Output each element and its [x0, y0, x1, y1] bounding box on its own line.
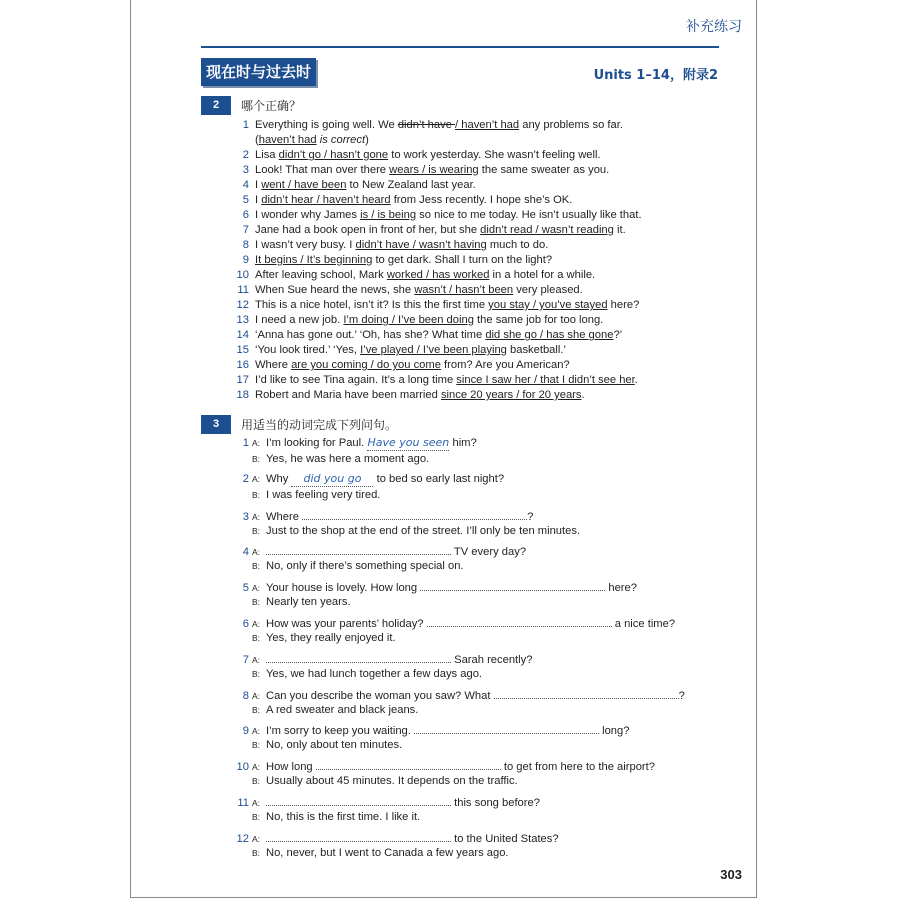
- speaker-b: B:: [252, 847, 261, 858]
- speaker-a: A:: [252, 833, 261, 844]
- dialogue-line-b: [231, 846, 509, 860]
- item-number: 2: [242, 472, 249, 485]
- exercise-2-item: [231, 388, 731, 402]
- item-text: I: [255, 179, 262, 191]
- reply-text: A red sweater and black jeans.: [266, 703, 419, 716]
- question-text: a nice time?: [611, 618, 676, 630]
- speaker-a: A:: [252, 619, 261, 629]
- item-text: basketball.’: [506, 344, 566, 356]
- dialogue-line-a: [231, 758, 655, 774]
- item-number: 11: [237, 284, 249, 296]
- question-text: Why: [266, 472, 292, 485]
- question-text: I’m looking for Paul.: [266, 437, 368, 449]
- question-text: Sarah recently?: [451, 653, 533, 666]
- speaker-b: B:: [252, 812, 261, 822]
- note-correct: is correct: [319, 134, 366, 146]
- item-1-note: [255, 133, 369, 147]
- answer-choices[interactable]: worked / has worked: [386, 269, 490, 281]
- item-number: 12: [236, 299, 249, 311]
- book-page: [130, 0, 757, 898]
- answer-choices[interactable]: did she go / has she gone: [485, 329, 614, 341]
- dialogue-line-b: [231, 810, 420, 824]
- question-text: to the United States?: [451, 832, 559, 845]
- answer-choices[interactable]: didn’t go / hasn’t gone: [278, 149, 389, 161]
- question-text: How long: [266, 761, 316, 774]
- speaker-a: A:: [252, 583, 261, 594]
- item-number: 6: [242, 209, 249, 221]
- answer-blank[interactable]: [427, 615, 612, 627]
- speaker-a: A:: [252, 798, 261, 808]
- answer-choices[interactable]: since 20 years / for 20 years: [440, 389, 582, 401]
- question-text: him?: [449, 437, 477, 449]
- answer-choices[interactable]: It begins / It’s beginning: [255, 254, 373, 266]
- item-text: in a hotel for a while.: [489, 269, 596, 281]
- item-text: the same sweater as you.: [478, 164, 610, 176]
- item-number: 3: [242, 164, 249, 176]
- answer-choices[interactable]: I’ve played / I’ve been playing: [360, 344, 507, 356]
- item-number: 9: [242, 725, 249, 738]
- item-number: 8: [242, 239, 249, 251]
- item-number: 2: [242, 149, 249, 161]
- dialogue-line-a: [231, 722, 629, 738]
- item-number: 1: [242, 119, 249, 131]
- question-text: to bed so early last night?: [373, 472, 505, 485]
- item-text: Everything is going well. We: [255, 119, 398, 131]
- speaker-a: A:: [252, 654, 261, 665]
- exercise-2-item: [231, 313, 731, 327]
- answer-blank[interactable]: [266, 543, 451, 555]
- section-label: 补充练习: [686, 19, 742, 35]
- question-text: this song before?: [451, 797, 540, 809]
- reply-text: No, this is the first time. I like it.: [266, 811, 421, 823]
- item-number: 6: [242, 618, 249, 630]
- item-text: Robert and Maria have been married: [255, 389, 441, 401]
- exercise-3-badge: 3: [201, 415, 231, 434]
- speaker-b: B:: [252, 489, 261, 500]
- dialogue-line-b: [231, 488, 380, 502]
- dialogue-line-a: [231, 543, 526, 559]
- answer-choices[interactable]: are you coming / do you come: [291, 359, 441, 371]
- exercise-2-item: [231, 208, 731, 222]
- item-text: to get dark. Shall I turn on the light?: [372, 254, 553, 266]
- question-text: How was your parents’ holiday?: [266, 618, 427, 630]
- exercise-2-badge: 2: [201, 96, 231, 115]
- item-number: 12: [236, 832, 249, 845]
- item-text: ‘You look tired.’ ‘Yes,: [255, 344, 361, 356]
- item-text: Lisa: [255, 149, 279, 161]
- speaker-a: A:: [252, 438, 261, 448]
- handwritten-answer[interactable]: did you go: [291, 472, 373, 487]
- question-text: Can you describe the woman you saw? What: [266, 689, 494, 702]
- question-text: ?: [527, 510, 534, 523]
- dialogue-line-b: [231, 738, 402, 752]
- item-text: Where: [255, 359, 292, 371]
- note-paren: ): [365, 134, 369, 146]
- speaker-a: A:: [252, 547, 261, 558]
- reply-text: Yes, he was here a moment ago.: [266, 453, 430, 465]
- speaker-a: A:: [252, 511, 261, 522]
- dialogue-line-b: [231, 559, 464, 573]
- answer-blank[interactable]: [266, 651, 451, 663]
- exercise-2-item: [231, 358, 731, 372]
- item-number: 17: [236, 374, 249, 386]
- item-text: .: [634, 374, 638, 386]
- item-number: 15: [236, 344, 249, 356]
- reply-text: Usually about 45 minutes. It depends on the traffic.: [266, 775, 518, 788]
- question-text: Where: [266, 510, 303, 523]
- exercise-2-instruction: 哪个正确？: [241, 99, 302, 113]
- question-text: here?: [605, 582, 637, 595]
- dialogue-line-a: [231, 830, 559, 846]
- answer-choices[interactable]: is / is being: [360, 209, 417, 221]
- item-text: Jane had a book open in front of her, but she: [255, 224, 481, 236]
- dialogue-line-a: [231, 579, 637, 595]
- item-text: I wonder why James: [255, 209, 361, 221]
- exercise-2-item: [231, 283, 731, 297]
- speaker-a: A:: [252, 762, 261, 773]
- item-text: any problems so far.: [519, 119, 623, 131]
- item-text: After leaving school, Mark: [255, 269, 387, 281]
- item-number: 8: [242, 689, 249, 702]
- dialogue-line-a: [231, 615, 675, 631]
- question-text: TV every day?: [451, 546, 527, 559]
- item-number: 10: [236, 269, 249, 281]
- answer-blank[interactable]: [316, 758, 501, 770]
- item-text: This is a nice hotel, isn’t it? Is this the first time: [255, 299, 489, 311]
- speaker-b: B:: [252, 740, 261, 751]
- answer-blank[interactable]: [494, 687, 679, 699]
- item-text: to New Zealand last year.: [346, 179, 476, 191]
- item-text: to work yesterday. She wasn’t feeling well.: [388, 149, 601, 161]
- exercise-2-item: [231, 298, 731, 312]
- dialogue-line-b: [231, 631, 396, 645]
- item-number: 1: [242, 437, 249, 449]
- reply-text: Yes, we had lunch together a few days ago.: [266, 667, 483, 680]
- answer-blank[interactable]: [266, 830, 451, 842]
- dialogue-line-a: [231, 651, 532, 667]
- item-number: 9: [242, 254, 249, 266]
- reply-text: Nearly ten years.: [266, 596, 351, 609]
- exercise-2-item: [231, 268, 731, 282]
- dialogue-line-a: [231, 687, 685, 703]
- speaker-a: A:: [252, 473, 261, 484]
- item-number: 5: [242, 582, 249, 595]
- exercise-2-item: [231, 373, 731, 387]
- item-text: I need a new job.: [255, 314, 344, 326]
- item-text: I’d like to see Tina again. It’s a long time: [255, 374, 457, 386]
- item-number: 4: [242, 546, 249, 559]
- speaker-b: B:: [252, 668, 261, 679]
- speaker-b: B:: [252, 704, 261, 715]
- exercise-2-item: [231, 193, 731, 207]
- exercise-2-item: [231, 148, 731, 162]
- item-number: 10: [236, 761, 249, 774]
- item-number: 14: [236, 329, 249, 341]
- speaker-a: A:: [252, 726, 261, 737]
- speaker-b: B:: [252, 454, 261, 464]
- dialogue-line-b: [231, 595, 351, 609]
- crossed-out-option: didn’t have: [397, 119, 456, 131]
- item-number: 13: [236, 314, 249, 326]
- item-text: I wasn’t very busy. I: [255, 239, 356, 251]
- answer-blank[interactable]: [414, 722, 599, 734]
- reply-text: Yes, they really enjoyed it.: [266, 632, 396, 644]
- item-text: so nice to me today. He isn’t usually like that.: [416, 209, 642, 221]
- exercise-2-item: [231, 328, 731, 342]
- question-text: ?: [678, 689, 685, 702]
- answer-choices[interactable]: went / have been: [261, 179, 347, 191]
- page-number: 303: [720, 867, 742, 882]
- item-number: 4: [242, 179, 249, 191]
- item-text: very pleased.: [513, 284, 583, 296]
- item-text: it.: [613, 224, 626, 236]
- item-number: 7: [242, 224, 249, 236]
- dialogue-line-b: [231, 774, 518, 788]
- reply-text: Just to the shop at the end of the street. I’ll only be ten minutes.: [266, 524, 581, 537]
- question-text: to get from here to the airport?: [500, 761, 655, 774]
- answer-choices[interactable]: didn’t read / wasn’t reading: [480, 224, 614, 236]
- exercise-2-item: [231, 238, 731, 252]
- exercise-3-instruction: 用适当的动词完成下列问句。: [241, 418, 398, 432]
- answer-choices[interactable]: since I saw her / that I didn’t see her: [456, 374, 635, 386]
- item-number: 18: [236, 389, 249, 401]
- exercise-2-item: [231, 178, 731, 192]
- note-answer: haven’t had: [258, 134, 317, 146]
- exercise-2-item: [231, 253, 731, 267]
- reply-text: No, only about ten minutes.: [266, 739, 403, 752]
- item-text: Look! That man over there: [255, 164, 390, 176]
- reply-text: No, never, but I went to Canada a few years ago.: [266, 846, 509, 859]
- item-text: When Sue heard the news, she: [255, 284, 415, 296]
- answer-choices[interactable]: wears / is wearing: [389, 164, 479, 176]
- header-rule: [201, 46, 719, 48]
- speaker-a: A:: [252, 690, 261, 701]
- answer-choices[interactable]: didn’t hear / haven’t heard: [261, 194, 391, 206]
- speaker-b: B:: [252, 561, 261, 572]
- item-number: 3: [242, 510, 249, 523]
- dialogue-line-b: [231, 667, 482, 681]
- item-text: ‘Anna has gone out.’ ‘Oh, has she? What time: [255, 329, 486, 341]
- item-text: .: [581, 389, 585, 401]
- dialogue-line-a: [231, 472, 504, 487]
- units-reference: Units 1–14，附录2: [593, 68, 718, 83]
- item-number: 11: [237, 797, 249, 809]
- speaker-b: B:: [252, 633, 261, 643]
- answer-blank[interactable]: [420, 579, 605, 591]
- speaker-b: B:: [252, 597, 261, 608]
- note-paren: (: [255, 134, 259, 146]
- question-text: I’m sorry to keep you waiting.: [266, 725, 414, 738]
- question-text: long?: [598, 725, 630, 738]
- item-text: from? Are you American?: [440, 359, 570, 371]
- dialogue-line-a: [231, 794, 540, 810]
- exercise-2-item: [231, 118, 731, 132]
- item-text: much to do.: [486, 239, 549, 251]
- item-text: I: [255, 194, 262, 206]
- answer-blank[interactable]: [302, 508, 527, 520]
- item-number: 7: [242, 653, 249, 666]
- answer-choices[interactable]: didn’t have / wasn’t having: [355, 239, 487, 251]
- dialogue-line-a: [231, 436, 477, 451]
- item-text: the same job for too long.: [473, 314, 604, 326]
- item-number: 16: [236, 359, 249, 371]
- answer-choices[interactable]: I’m doing / I’ve been doing: [343, 314, 474, 326]
- item-text: ?’: [613, 329, 623, 341]
- dialogue-line-b: [231, 703, 418, 717]
- item-number: 5: [242, 194, 249, 206]
- answer-choices[interactable]: / haven’t had: [455, 119, 520, 131]
- reply-text: No, only if there’s something special on.: [266, 560, 464, 573]
- item-text: here?: [607, 299, 640, 311]
- answer-blank[interactable]: [266, 794, 451, 806]
- answer-choices[interactable]: wasn’t / hasn’t been: [414, 284, 514, 296]
- speaker-b: B:: [252, 776, 261, 787]
- dialogue-line-b: [231, 452, 429, 466]
- exercise-2-item: [231, 343, 731, 357]
- question-text: Your house is lovely. How long: [266, 582, 421, 595]
- handwritten-answer[interactable]: Have you seen: [367, 436, 450, 449]
- page-title: 现在时与过去时: [201, 58, 316, 86]
- dialogue-line-a: [231, 508, 533, 524]
- dialogue-line-b: [231, 524, 580, 538]
- answer-choices[interactable]: you stay / you’ve stayed: [488, 299, 608, 311]
- item-text: from Jess recently. I hope she’s OK.: [390, 194, 573, 206]
- exercise-2-item: [231, 163, 731, 177]
- speaker-b: B:: [252, 525, 261, 536]
- exercise-2-item: [231, 223, 731, 237]
- reply-text: I was feeling very tired.: [266, 488, 381, 501]
